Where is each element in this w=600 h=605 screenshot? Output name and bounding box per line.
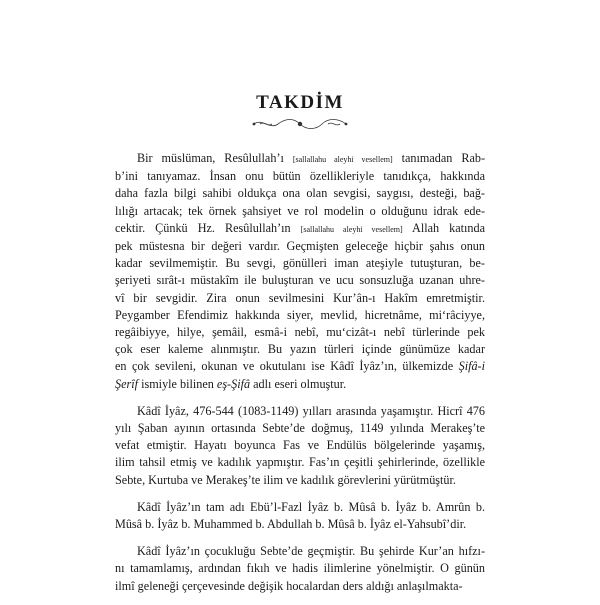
paragraph [115,150,485,393]
text-run: Bir müslüman, Resûlullah’ı [137,151,293,165]
text-line [115,420,485,437]
text-run: şeriyeti sırât-ı müstakîm ile buluşturan ve ucu sonsuzluğa uzanan uhre- [115,273,485,288]
text-line [115,560,485,577]
text-run: ismiyle bilinen [138,376,217,391]
text-run: ilmî geleneği çerçevesinde değişik hocalardan ders aldığı anlaşılmakta- [115,578,463,593]
text-run: en çok sevileni, okunan ve okutulanı ise Kâdî İyâz’ın, ülkemizde [115,359,459,374]
text-line [115,578,485,595]
text-line [115,220,485,238]
text-run: daha fazla bilgi sahibi oldukça ona olan sevgisi, saygısı, desteği, bağ- [115,186,485,201]
book-title-italic: Şifâ-i [458,359,485,374]
text-run: cektir. Çünkü Hz. Resûlullah’ın [115,220,301,235]
text-line [115,358,485,375]
text-run: b’ini tanıyamaz. İnsan onu bütün özellikleriyle tanıdıkça, hakkında [115,169,485,184]
text-run: Peygamber Efendimiz hakkında siyer, mevlid, hicretnâme, mi‘râciyye, [115,307,485,322]
text-run: vefat etmiştir. Hayatı boyunca Fas ve Endülüs bölgelerinde yaşamış, [115,438,485,453]
text-line [115,185,485,202]
salawat-note: [sallallahu aleyhi vesellem] [292,155,393,164]
text-run: regâibiyye, hilye, şemâil, esmâ-i nebî, mu‘cizât-ı nebî türlerinde pek [115,325,485,340]
text-line [115,516,485,533]
page-title: TAKDİM [256,92,344,113]
book-title-italic: Şerîf [115,376,139,391]
text-line [115,341,485,358]
text-line [115,307,485,324]
decorative-flourish-icon [250,117,350,131]
text-run: Sebte, Kurtuba ve Merakeş’te ilim ve kadılık görevlerini yürütmüştür. [115,472,456,487]
text-run: kadar sevilmemiştir. Bu sevgi, gönülleri iman ateşiyle tutuşturan, be- [115,256,485,271]
text-line [115,255,485,272]
text-run: Mûsâ b. İyâz b. Muhammed b. Abdullah b. Mûsâ b. İyâz el-Yahsubî’dir. [115,517,467,532]
text-run: pek müstesna bir değeri vardır. Geçmişten geleceğe hiçbir şahıs onun [115,239,485,254]
text-line [115,150,485,168]
salawat-note: [sallallahu aleyhi vesellem] [300,224,403,234]
book-title-italic: eş-Şifâ [216,376,251,391]
text-line [115,238,485,255]
text-run: Allah katında [402,220,486,235]
text-line [115,203,485,220]
text-run: vî bir sevgidir. Zira onun sevilmesini Kur’ân-ı Hakîm emretmiştir. [115,290,485,305]
text-run: lılığı artacak; tek örnek şahsiyet ve rol modelin o olduğunu idrak ede- [115,203,485,218]
paragraph [115,499,485,533]
text-line [115,499,485,516]
text-run: yılı Şaban ayının ortasında Sebte’de doğmuş, 1149 yılında Merakeş’te [115,421,485,436]
paragraph [115,543,485,595]
text-run: nı tamamlamış, ardından fıkıh ve hadis ilimlerine yönelmiştir. O günün [115,561,485,576]
text-line [115,437,485,454]
text-line [115,290,485,307]
text-run: Kâdî İyâz’ın çocukluğu Sebte’de geçmiştir. Bu şehirde Kur’an hıfzı- [137,544,485,559]
text-run: ilim tahsil etmiş ve kadılık yapmıştır. Fas’ın çeşitli şehirlerinde, özellikle [115,455,485,470]
text-run: adlı eseri olmuştur. [250,376,347,391]
text-run: çok eser kaleme alınmıştır. Bu yazın türleri içinde günümüze kadar [115,342,485,357]
text-line [115,376,485,393]
text-run: Kâdî İyâz, 476-544 (1083-1149) yılları arasında yaşamıştır. Hicrî 476 [137,403,485,418]
text-run: Kâdî İyâz’ın tam adı Ebü’l-Fazl İyâz b. Mûsâ b. İyâz b. Amrûn b. [137,499,485,514]
text-line [115,403,485,420]
text-line [115,454,485,471]
text-line [115,168,485,185]
text-line [115,472,485,489]
paragraph [115,403,485,489]
text-line [115,324,485,341]
text-line [115,543,485,560]
body-text [115,150,485,605]
text-line [115,272,485,289]
text-run: tanımadan Rab- [392,151,486,165]
